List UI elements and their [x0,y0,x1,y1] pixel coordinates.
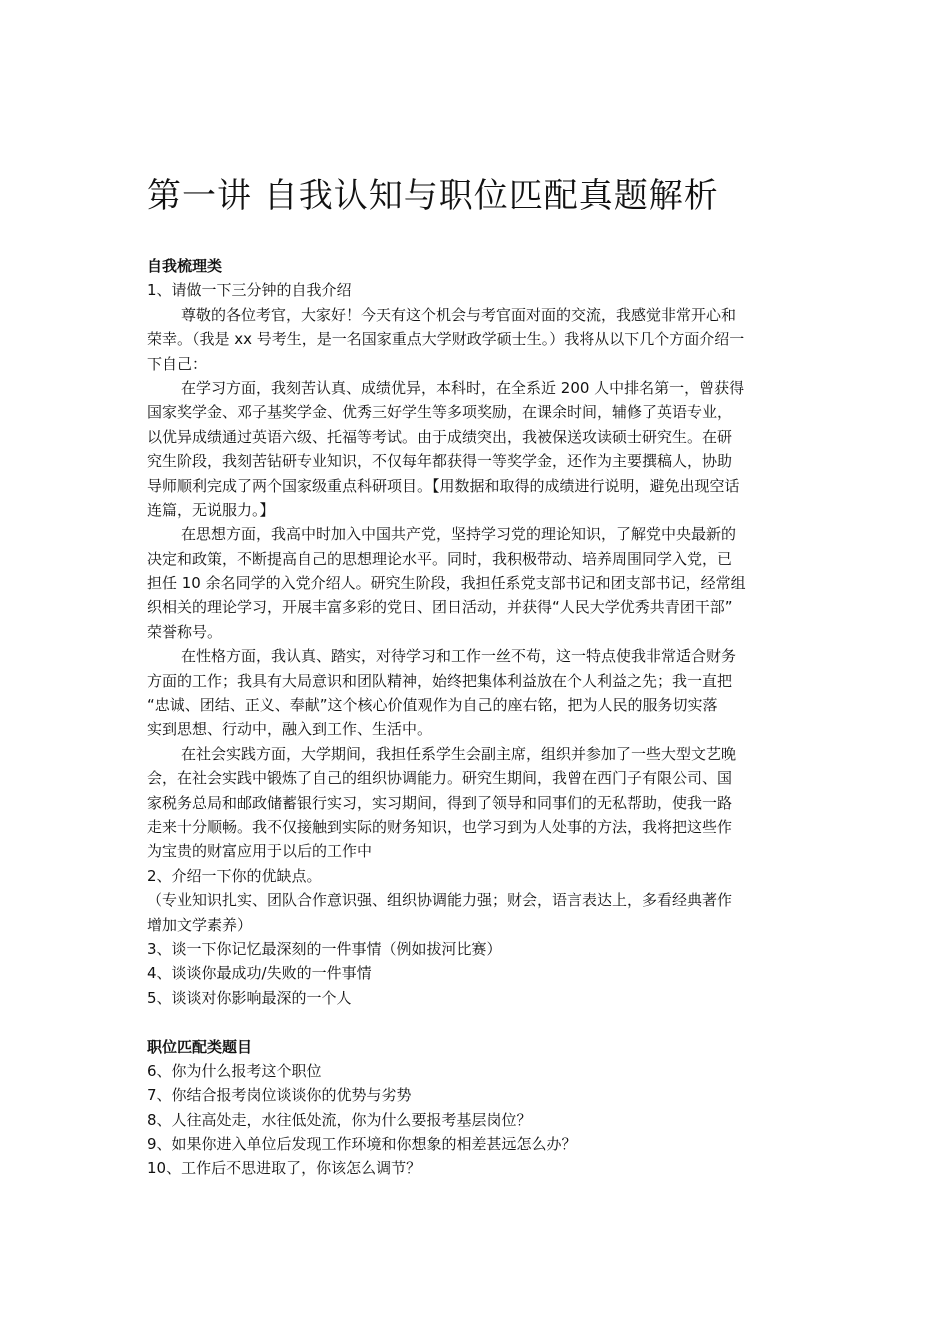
study-line: 究生阶段，我刻苦钻研专业知识，不仅每年都获得一等奖学金，还作为主要撰稿人，协助 [147,452,733,471]
social-line: 走来十分顺畅。我不仅接触到实际的财务知识，也学习到为人处事的方法，我将把这些作 [147,817,733,836]
social-line: 在社会实践方面，大学期间，我担任系学生会副主席，组织并参加了一些大型文艺晚 [181,744,737,763]
character-line: “忠诚、团结、正义、奉献”这个核心价值观作为自己的座右铭，把为人民的服务切实落 [147,696,718,715]
intro-line: 尊敬的各位考官，大家好！今天有这个机会与考官面对面的交流，我感觉非常开心和 [181,305,737,324]
question-4: 4、谈谈你最成功/失败的一件事情 [147,964,372,983]
question-3: 3、谈一下你记忆最深刻的一件事情（例如拔河比赛） [147,939,502,958]
character-line: 在性格方面，我认真、踏实，对待学习和工作一丝不苟，这一特点使我非常适合财务 [181,647,737,666]
question-6: 6、你为什么报考这个职位 [147,1061,322,1080]
character-line: 实到思想、行动中，融入到工作、生活中。 [147,720,433,739]
question-7: 7、你结合报考岗位谈谈你的优势与劣势 [147,1086,412,1105]
study-line: 导师顺利完成了两个国家级重点科研项目。【用数据和取得的成绩进行说明，避免出现空话 [147,476,740,495]
social-line: 为宝贵的财富应用于以后的工作中 [147,842,373,861]
study-line: 以优异成绩通过英语六级、托福等考试。由于成绩突出，我被保送攻读硕士研究生。在研 [147,427,733,446]
question-2: 2、介绍一下你的优缺点。 [147,866,322,885]
social-line: 家税务总局和邮政储蓄银行实习，实习期间，得到了领导和同事们的无私帮助，使我一路 [147,793,733,812]
section-heading-match: 职位匹配类题目 [147,1037,253,1056]
document-body [147,254,807,1181]
thought-line: 织相关的理论学习，开展丰富多彩的党日、团日活动，并获得“人民大学优秀共青团干部” [147,598,733,617]
section-gap [147,1010,807,1034]
question-10: 10、工作后不思进取了，你该怎么调节？ [147,1159,422,1178]
section-heading-self: 自我梳理类 [147,257,223,275]
thought-line: 担任 10 余名同学的入党介绍人。研究生阶段，我担任系党支部书记和团支部书记，经常组 [147,574,746,593]
thought-line: 决定和政策，不断提高自己的思想理论水平。同时，我积极带动、培养周围同学入党，已 [147,549,733,568]
question-2-note: （专业知识扎实、团队合作意识强、组织协调能力强；财会，语言表达上，多看经典著作 [147,891,733,910]
question-2-note: 增加文学素养） [147,915,253,934]
intro-line: 下自己： [147,354,208,373]
thought-line: 在思想方面，我高中时加入中国共产党，坚持学习党的理论知识，了解党中央最新的 [181,525,737,544]
question-9: 9、如果你进入单位后发现工作环境和你想象的相差甚远怎么办？ [147,1135,577,1154]
page-title: 第一讲 自我认知与职位匹配真题解析 [147,176,719,216]
question-5: 5、谈谈对你影响最深的一个人 [147,988,352,1007]
intro-line: 荣幸。（我是 xx 号考生，是一名国家重点大学财政学硕士生。）我将从以下几个方面介绍一 [147,330,745,349]
study-line: 连篇，无说服力。】 [147,500,275,519]
social-line: 会，在社会实践中锻炼了自己的组织协调能力。研究生期间，我曾在西门子有限公司、国 [147,769,733,788]
study-line: 国家奖学金、邓子基奖学金、优秀三好学生等多项奖励，在课余时间，辅修了英语专业， [147,403,733,422]
question-1: 1、请做一下三分钟的自我介绍 [147,281,352,300]
study-line: 在学习方面，我刻苦认真、成绩优异，本科时，在全系近 200 人中排名第一，曾获得 [181,378,745,397]
thought-line: 荣誉称号。 [147,622,223,641]
question-8: 8、人往高处走，水往低处流，你为什么要报考基层岗位？ [147,1110,532,1129]
character-line: 方面的工作；我具有大局意识和团队精神，始终把集体利益放在个人利益之先；我一直把 [147,671,733,690]
